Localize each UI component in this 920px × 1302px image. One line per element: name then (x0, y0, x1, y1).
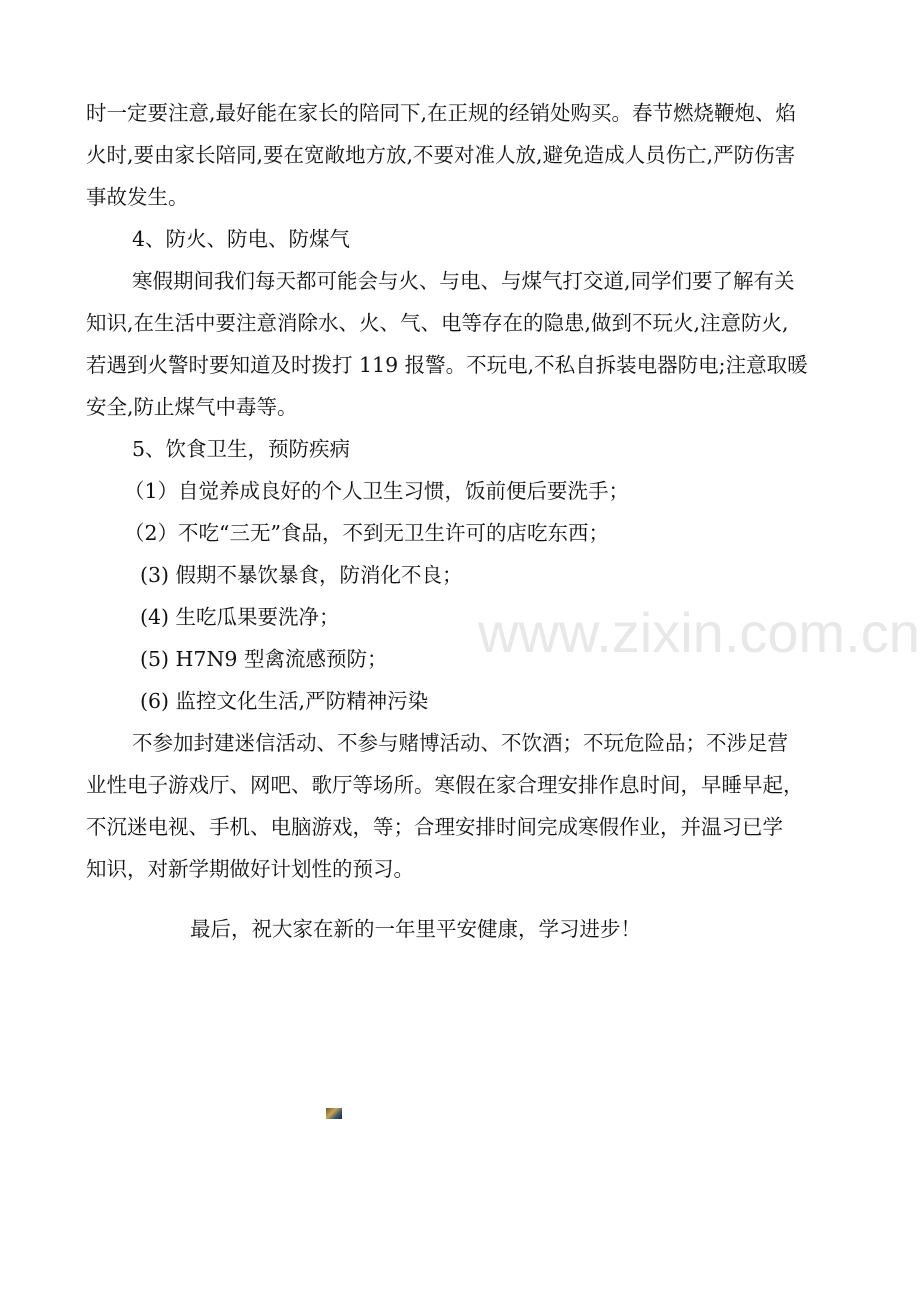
small-image (326, 1108, 342, 1119)
text-line-3: 事故发生。 (86, 185, 189, 209)
text-line-6: 知识,在生活中要注意消除水、火、气、电等存在的隐患,做到不玩火,注意防火, (86, 311, 789, 335)
text-line-16: 不参加封建迷信活动、不参与赌博活动、不饮酒；不玩危险品；不涉足营 (132, 731, 788, 755)
watermark: www.zixin.com.cn (478, 601, 920, 664)
text-line-19: 知识，对新学期做好计划性的预习。 (86, 857, 414, 881)
list-item-2: （2）不吃“三无”食品，不到无卫生许可的店吃东西； (124, 521, 610, 545)
section-heading-5: 5、饮食卫生，预防疾病 (132, 437, 351, 461)
text-line-8: 安全,防止煤气中毒等。 (86, 395, 298, 419)
text-line-5: 寒假期间我们每天都可能会与火、与电、与煤气打交道,同学们要了解有关 (132, 269, 795, 293)
closing-line: 最后，祝大家在新的一年里平安健康，学习进步！ (190, 917, 641, 941)
text-line-2: 火时,要由家长陪同,要在宽敞地方放,不要对准人放,避免造成人员伤亡,严防伤害 (86, 143, 796, 167)
section-heading-4: 4、防火、防电、防煤气 (132, 227, 351, 251)
list-item-5: (5) H7N9 型禽流感预防； (140, 647, 388, 671)
list-item-6: (6) 监控文化生活,严防精神污染 (140, 689, 429, 713)
text-line-1: 时一定要注意,最好能在家长的陪同下,在正规的经销处购买。春节燃烧鞭炮、焰 (86, 101, 797, 125)
list-item-4: (4) 生吃瓜果要洗净； (140, 605, 340, 629)
text-line-7: 若遇到火警时要知道及时拨打 119 报警。不玩电,不私自拆装电器防电;注意取暖 (86, 353, 808, 377)
text-line-17: 业性电子游戏厅、网吧、歌厅等场所。寒假在家合理安排作息时间，早睡早起， (86, 773, 804, 797)
text-line-18: 不沉迷电视、手机、电脑游戏，等；合理安排时间完成寒假作业，并温习已学 (86, 815, 783, 839)
list-item-3: (3) 假期不暴饮暴食，防消化不良； (140, 563, 463, 587)
list-item-1: （1）自觉养成良好的个人卫生习惯，饭前便后要洗手； (124, 479, 630, 503)
